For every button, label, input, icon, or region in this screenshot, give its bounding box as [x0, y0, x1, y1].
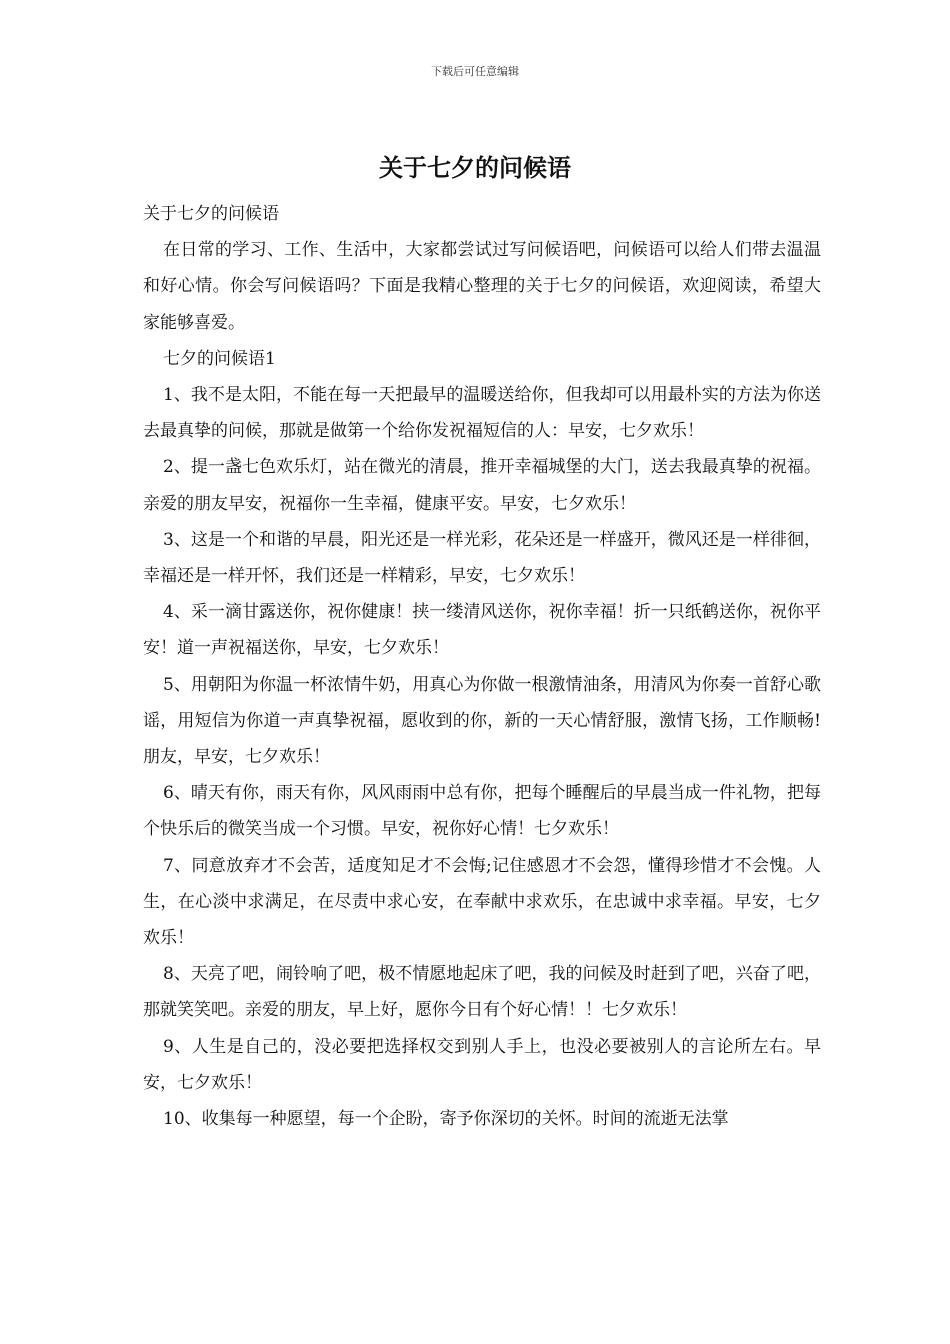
list-item: 8、天亮了吧，闹铃响了吧，极不情愿地起床了吧，我的问候及时赶到了吧，兴奋了吧，那就笑笑吧。亲爱的朋友，早上好，愿你今日有个好心情！！七夕欢乐！: [143, 964, 821, 1021]
list-item: 5、用朝阳为你温一杯浓情牛奶，用真心为你做一根激情油条，用清风为你奏一首舒心歌谣，用短信为你道一声真挚祝福，愿收到的你，新的一天心情舒服，激情飞扬，工作顺畅!朋友，早安，七夕欢乐！: [143, 674, 821, 768]
section-heading: 七夕的问候语1: [163, 348, 276, 369]
intro-paragraph: 在日常的学习、工作、生活中，大家都尝试过写问候语吧，问候语可以给人们带去温温和好心情。你会写问候语吗？下面是我精心整理的关于七夕的问候语，欢迎阅读，希望大家能够喜爱。: [143, 240, 821, 333]
document-subtitle: 关于七夕的问候语: [143, 204, 279, 224]
list-item: 2、提一盏七色欢乐灯，站在微光的清晨，推开幸福城堡的大门，送去我最真挚的祝福。亲爱的朋友早安，祝福你一生幸福，健康平安。早安，七夕欢乐！: [143, 457, 821, 514]
list-item: 6、晴天有你，雨天有你，风风雨雨中总有你，把每个睡醒后的早晨当成一件礼物，把每个快乐后的微笑当成一个习惯。早安，祝你好心情！七夕欢乐！: [143, 783, 821, 840]
page-header: 下载后可任意编辑: [431, 65, 519, 78]
list-item: 7、同意放弃才不会苦，适度知足才不会悔;记住感恩才不会怨，懂得珍惜才不会愧。人生，在心淡中求满足，在尽责中求心安，在奉献中求欢乐，在忠诚中求幸福。早安，七夕欢乐！: [143, 855, 821, 949]
list-item: 1、我不是太阳，不能在每一天把最早的温暖送给你，但我却可以用最朴实的方法为你送去最真挚的问候，那就是做第一个给你发祝福短信的人：早安，七夕欢乐！: [143, 385, 821, 442]
list-item: 4、采一滴甘露送你，祝你健康！挟一缕清风送你，祝你幸福！折一只纸鹤送你，祝你平安！道一声祝福送你，早安，七夕欢乐！: [143, 602, 821, 659]
list-item: 3、这是一个和谐的早晨，阳光还是一样光彩，花朵还是一样盛开，微风还是一样徘徊，幸福还是一样开怀，我们还是一样精彩，早安，七夕欢乐！: [143, 529, 821, 587]
list-item: 10、收集每一种愿望，每一个企盼，寄予你深切的关怀。时间的流逝无法掌: [163, 1109, 729, 1130]
list-item: 9、人生是自己的，没必要把选择权交到别人手上，也没必要被别人的言论所左右。早安，七夕欢乐！: [143, 1036, 821, 1093]
document-title: 关于七夕的问候语: [379, 153, 571, 182]
document-body: [143, 196, 821, 1137]
